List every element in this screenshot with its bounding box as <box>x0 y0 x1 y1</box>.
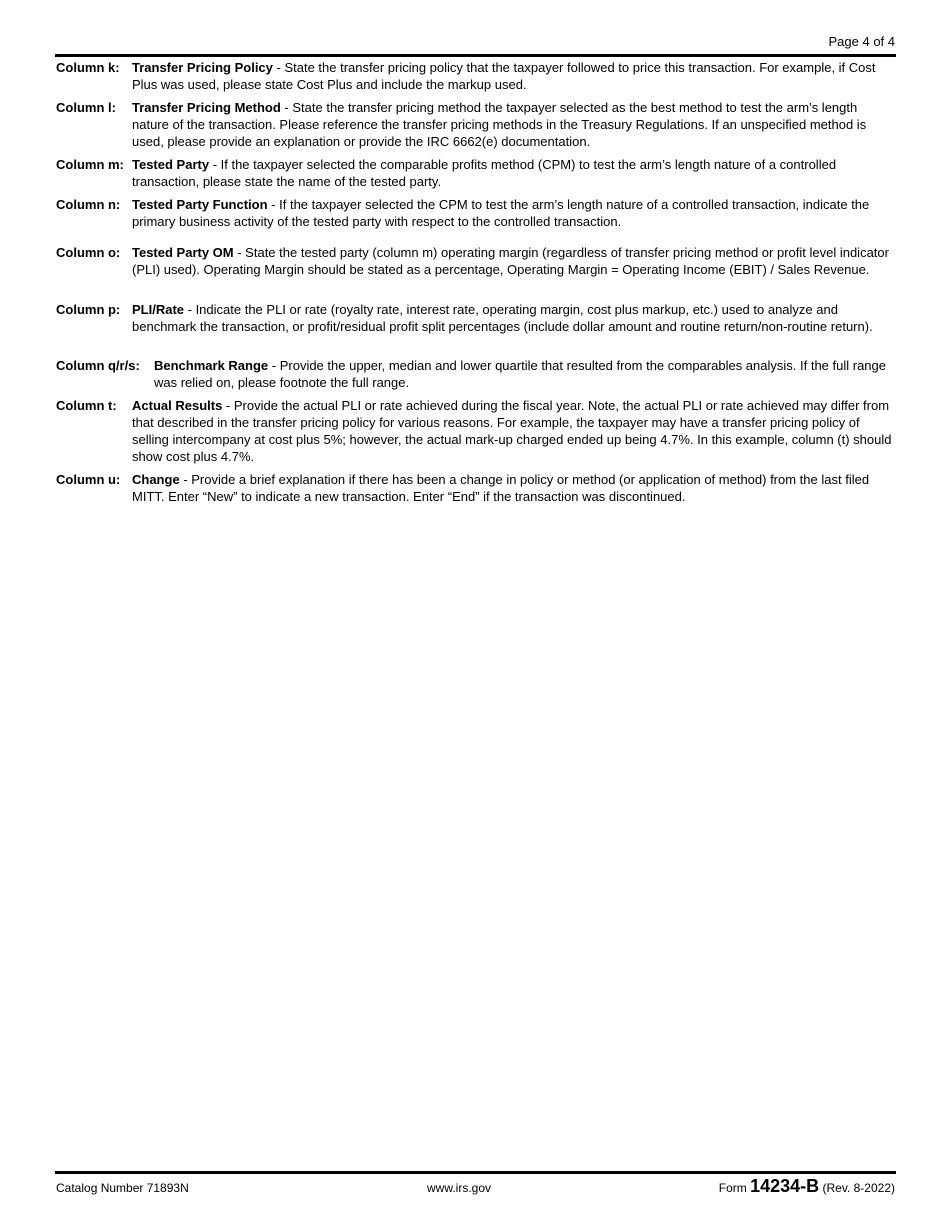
entry-text: - If the taxpayer selected the CPM to test the arm’s length nature of a controlled transaction, indicate the primary business activity of the tested party with respect to the controlled transaction. <box>132 197 870 229</box>
entry-term: Tested Party <box>132 157 210 172</box>
bottom-divider <box>55 1171 896 1174</box>
entry-term: Transfer Pricing Policy <box>132 60 273 75</box>
entry-label: Column u: <box>56 472 121 487</box>
entry-column-m <box>56 156 896 190</box>
entry-term: Tested Party OM <box>132 245 234 260</box>
entry-column-n <box>56 196 896 230</box>
entry-column-l <box>56 99 896 150</box>
form-identifier <box>719 1176 895 1197</box>
page-footer <box>55 1176 895 1200</box>
form-revision: (Rev. 8-2022) <box>822 1181 895 1195</box>
entry-body <box>56 99 896 150</box>
entry-text: - Indicate the PLI or rate (royalty rate, interest rate, operating margin, cost plus markup, etc.) used to analyze and benchmark the transaction, or profit/residual profit split percentages (include dollar amount and routine return/non-routine return). <box>132 302 873 334</box>
entry-label: Column t: <box>56 398 117 413</box>
entry-body <box>56 471 896 505</box>
form-prefix: Form <box>718 1181 747 1195</box>
entry-body <box>56 196 896 230</box>
entry-column-k <box>56 59 896 93</box>
entry-label: Column l: <box>56 100 116 115</box>
top-divider <box>55 54 896 57</box>
form-number: 14234-B <box>750 1176 820 1196</box>
entry-term: Tested Party Function <box>132 197 268 212</box>
entry-text: - Provide a brief explanation if there has been a change in policy or method (or application of method) from the last filed MITT. Enter “New” to indicate a new transaction. Enter “End” if the transaction was discontinued. <box>132 472 870 504</box>
entry-text: - State the transfer pricing method the taxpayer selected as the best method to test the arm’s length nature of the transaction. Please reference the transfer pricing methods in the Treasury Regulations. If an unspecified method is used, please provide an explanation or provide the IRC 6662(e) documentation. <box>132 100 867 149</box>
entry-column-p <box>56 301 896 335</box>
entry-label: Column n: <box>56 197 121 212</box>
page-number: Page 4 of 4 <box>828 34 895 49</box>
entry-column-o <box>56 244 896 278</box>
entry-body <box>56 59 896 93</box>
entry-label: Column m: <box>56 157 124 172</box>
entry-text: - Provide the upper, median and lower quartile that resulted from the comparables analysis. If the full range was relied on, please footnote the full range. <box>154 358 886 390</box>
entry-body <box>56 244 896 278</box>
entry-text: - State the transfer pricing policy that the taxpayer followed to price this transaction. For example, if Cost Plus was used, please state Cost Plus and include the markup used. <box>132 60 876 92</box>
entry-term: Benchmark Range <box>154 358 269 373</box>
entry-term: Change <box>132 472 180 487</box>
entry-label: Column p: <box>56 302 121 317</box>
entry-term: PLI/Rate <box>132 302 185 317</box>
entry-column-t <box>56 397 896 465</box>
entry-body <box>56 357 896 391</box>
entry-body <box>56 156 896 190</box>
catalog-number: Catalog Number 71893N <box>56 1181 189 1195</box>
entry-label: Column k: <box>56 60 120 75</box>
entry-column-qrs <box>56 357 896 391</box>
entry-text: - Provide the actual PLI or rate achieved during the fiscal year. Note, the actual PLI or rate achieved may differ from that described in the transfer pricing policy for various reasons. For example, the taxpayer may have a transfer pricing policy of selling intercompany at cost plus 5%; however, the actual mark-up charged ended up being 4.7%. In this example, column (t) should show cost plus 4.7%. <box>132 398 892 464</box>
entry-label: Column q/r/s: <box>56 358 140 373</box>
website-link[interactable]: www.irs.gov <box>427 1181 492 1195</box>
entry-text: - State the tested party (column m) operating margin (regardless of transfer pricing method or profit level indicator (PLI) used). Operating Margin should be stated as a percentage, Operating Margin = Operating Income (EBIT) / Sales Revenue. <box>132 245 889 277</box>
entry-term: Actual Results <box>132 398 223 413</box>
entry-text: - If the taxpayer selected the comparable profits method (CPM) to test the arm’s length nature of a controlled transaction, please state the name of the tested party. <box>132 157 837 189</box>
entry-label: Column o: <box>56 245 121 260</box>
entry-term: Transfer Pricing Method <box>132 100 281 115</box>
entry-body <box>56 301 896 335</box>
entry-body <box>56 397 896 465</box>
entry-column-u <box>56 471 896 505</box>
